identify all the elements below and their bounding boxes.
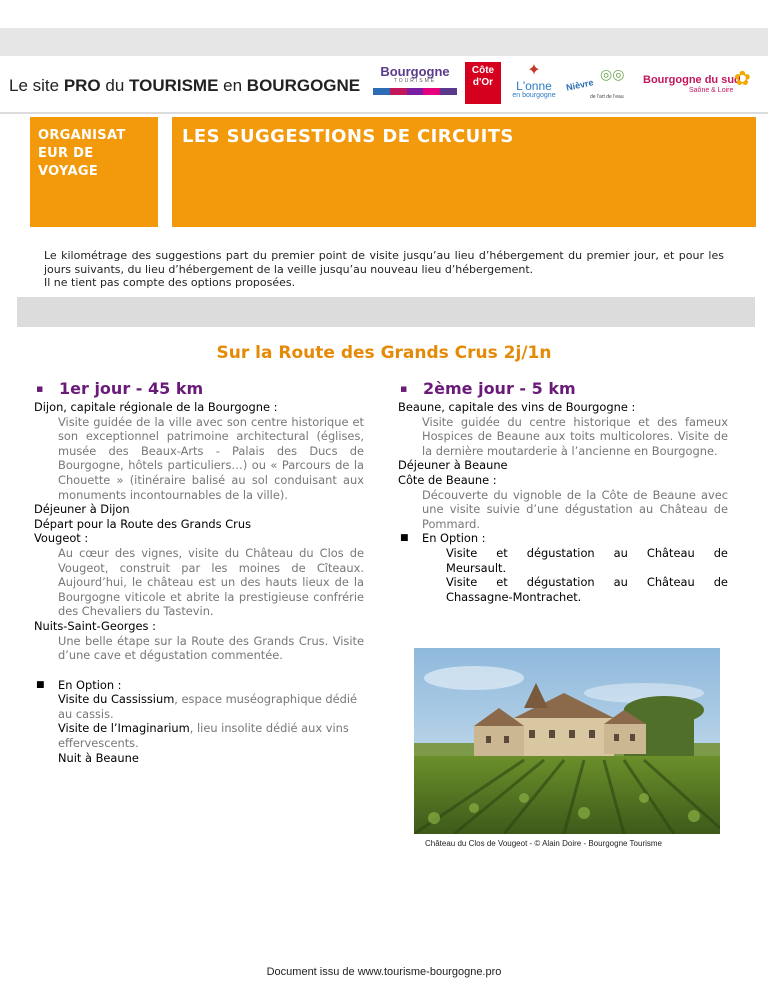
audience-box xyxy=(30,117,158,227)
square-bullet-icon: ▪ xyxy=(36,382,44,395)
separator-bar xyxy=(17,297,755,327)
dijon-desc: Visite guidée de la ville avec son centre historique et son exceptionnel patrimoine architectural (églises, musée des Beaux-Arts - Palais des Ducs de Bourgogne, hôtels particuliers…) ou « Parcours de la Chouette » (itinéraire balisé au sol conduisant aux monuments incontournables de la ville). xyxy=(58,414,364,502)
night-beaune: Nuit à Beaune xyxy=(58,750,139,765)
beaune-lunch: Déjeuner à Beaune xyxy=(398,458,508,473)
route-departure: Départ pour la Route des Grands Crus xyxy=(34,516,252,531)
section-title: LES SUGGESTIONS DE CIRCUITS xyxy=(182,126,514,147)
top-gray-bar xyxy=(0,28,768,56)
vougeot-desc: Au cœur des vignes, visite du Château du Clos de Vougeot, construit par les moines de Cîteaux. Aujourd’hui, le château est un des hauts lieux de la Bourgogne viticole et abrite la prestigieuse confrérie des Chevaliers du Tastevin. xyxy=(58,545,364,619)
cote-dor-logo[interactable]: Côte d'Or xyxy=(465,62,501,104)
vougeot-title: Vougeot : xyxy=(34,531,89,546)
footer-source: Document issu de www.tourisme-bourgogne.pro xyxy=(266,966,502,978)
sun-icon: ✿ xyxy=(734,68,751,90)
option-chassagne: Visite et dégustation au Château de Chassagne-Montrachet. xyxy=(446,575,728,604)
day1-column xyxy=(34,378,364,765)
dijon-title: Dijon, capitale régionale de la Bourgogne : xyxy=(34,400,278,414)
circuit-title: Sur la Route des Grands Crus 2j/1n xyxy=(216,343,552,363)
nievre-logo[interactable]: ◎◎ Nièvre de l'art de l'eau xyxy=(565,66,625,100)
site-header xyxy=(0,56,768,114)
option-cassissium: Visite du Cassissium, espace muséographique dédié au cassis. xyxy=(58,692,358,721)
cote-title: Côte de Beaune : xyxy=(398,472,497,487)
rings-icon: ◎◎ xyxy=(600,66,625,82)
square-bullet-icon: ▪ xyxy=(400,382,408,395)
yonne-logo[interactable]: ✦ L'onne en bourgogne xyxy=(507,62,561,104)
nuits-title: Nuits-Saint-Georges : xyxy=(34,618,156,633)
beaune-desc: Visite guidée du centre historique et des fameux Hospices de Beaune aux toits multicolores. Visite de la dernière moutarderie à l’ancienne en Bourgogne. xyxy=(422,414,728,458)
intro-text: Le kilométrage des suggestions part du premier point de visite jusqu’au lieu d’hébergement du premier jour, et pour les jours suivants, du lieu d’hébergement de la veille jusqu’au nouveau lieu d’hébergement. Il ne tient pas compte des options proposées. xyxy=(44,249,724,289)
day2-column xyxy=(398,378,728,604)
wine-glass-icon: ✦ xyxy=(527,62,541,79)
chateau-vineyard-illustration xyxy=(414,648,720,834)
square-bullet-icon: ■ xyxy=(400,533,409,544)
logo-color-stripes xyxy=(373,88,457,95)
photo-caption: Château du Clos de Vougeot - © Alain Doire - Bourgogne Tourisme xyxy=(425,839,662,848)
bourgogne-tourisme-logo[interactable]: Bourgogne TOURISME xyxy=(373,64,457,104)
dijon-lunch: Déjeuner à Dijon xyxy=(34,502,130,517)
section-title-box xyxy=(172,117,756,227)
day2-heading: ▪ 2ème jour - 5 km xyxy=(400,379,576,398)
day1-heading: ▪ 1er jour - 45 km xyxy=(36,379,204,398)
bourgogne-du-sud-logo[interactable]: Bourgogne du sud Saône & Loire ✿ xyxy=(643,68,751,94)
day2-options: ■ En Option : Visite et dégustation au Château de Meursault. Visite et dégustation au Château de Chassagne-Montrachet. xyxy=(400,531,728,604)
cote-desc: Découverte du vignoble de la Côte de Beaune avec une visite suivie d’une dégustation au Château de Pommard. xyxy=(422,487,728,531)
clos-vougeot-photo xyxy=(414,648,720,834)
square-bullet-icon: ■ xyxy=(36,679,45,690)
audience-label: ORGANISAT EUR DE VOYAGE xyxy=(38,128,126,179)
option-meursault: Visite et dégustation au Château de Meursault. xyxy=(446,545,728,575)
nuits-desc: Une belle étape sur la Route des Grands Crus. Visite d’une cave et dégustation commentée. xyxy=(58,633,364,663)
header-title: Le site PRO du TOURISME en BOURGOGNE xyxy=(9,76,361,95)
day1-options: ■ En Option : Visite du Cassissium, espace muséographique dédié au cassis. Visite de l’Imaginarium, lieu insolite dédié aux vins effervescents. Nuit à Beaune xyxy=(34,678,364,766)
beaune-title: Beaune, capitale des vins de Bourgogne : xyxy=(398,400,636,414)
option-imaginarium: Visite de l’Imaginarium, lieu insolite dédié aux vins effervescents. xyxy=(58,721,349,751)
